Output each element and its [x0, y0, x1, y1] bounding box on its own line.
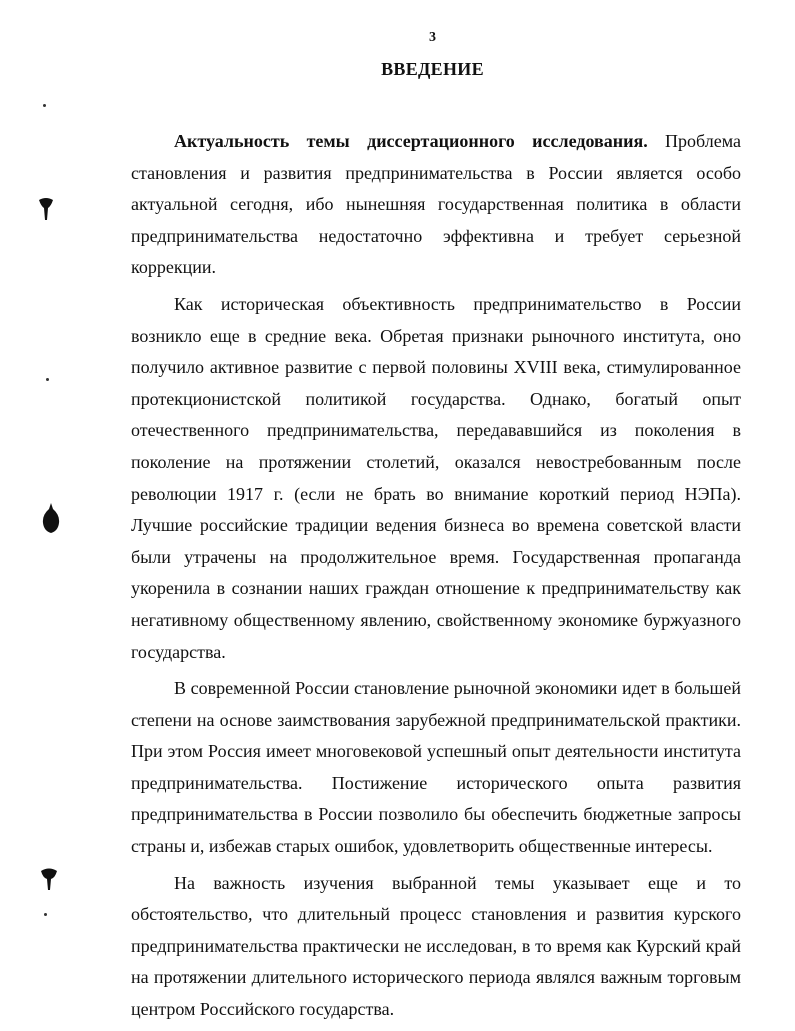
paragraph-text: Как историческая объективность предпринимательство в России возникло еще в средние века. Обретая признаки рыночного института, оно получило активное развитие с первой половины XVIII века, стимулированное протекционистской политикой государства. Однако, богатый опыт отечественного предпринимательства, передававшийся из поколения в поколение на протяжении столетий, оказался невостребованным после революции 1917 г. (если не брать во внимание короткий период НЭПа). Лучшие российские традиции ведения бизнеса во времена советской власти были утрачены на продолжительное время. Государственная пропаганда укоренила в сознании наших граждан отношение к предпринимательству как негативному общественному явлению, свойственному экономике буржуазного государства.	[131, 293, 741, 662]
paragraph-text: В современной России становление рыночной экономики идет в большей степени на основе заимствования зарубежной предпринимательской практики. При этом Россия имеет многовековой успешный опыт деятельности института предпринимательства. Постижение исторического опыта развития предпринимательства в России позволило бы обеспечить бюджетные запросы страны и, избежав старых ошибок, удовлетворить общественные интересы.	[131, 678, 741, 857]
paragraph-text: Проблема становления и развития предпринимательства в России является особо актуальной сегодня, ибо нынешняя государственная политика в области предпринимательства недостаточно эффективна и требует серьезной коррекции.	[131, 131, 741, 278]
binding-hole-mark	[36, 196, 56, 229]
paragraph-1	[131, 126, 741, 284]
binding-hole-mark	[38, 866, 60, 897]
paragraph-lead: Актуальность темы диссертационного исследования.	[174, 131, 648, 151]
scan-dot	[46, 378, 49, 381]
page-number: 3	[429, 30, 436, 45]
paragraph-2	[131, 289, 741, 668]
binding-hole-mark	[40, 501, 62, 540]
paragraph-4	[131, 868, 741, 1026]
scan-dot	[44, 913, 47, 916]
paragraph-3	[131, 673, 741, 863]
page-title: ВВЕДЕНИЕ	[381, 59, 484, 79]
paragraph-text: На важность изучения выбранной темы указывает еще и то обстоятельство, что длительный процесс становления и развития курского предпринимательства практически не исследован, в то время как Курский край на протяжении длительного исторического периода являлся важным торговым центром Российского государства.	[131, 872, 741, 1020]
scan-dot	[43, 104, 46, 107]
body-text	[131, 126, 741, 1031]
